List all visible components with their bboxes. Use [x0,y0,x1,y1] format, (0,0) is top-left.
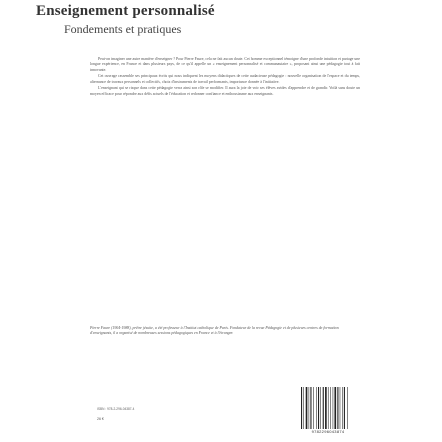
barcode-bar [323,387,324,429]
blurb-text [90,57,360,99]
book-title: Enseignement personnalisé [36,3,215,19]
barcode-bar [310,387,311,429]
barcode-bar [301,387,302,429]
barcode-bar [334,387,336,429]
barcode-bar [347,387,348,429]
barcode-bar [306,387,308,429]
author-bio-text: Pierre Faure (1904-1988), prêtre jésuite, a été professeur à l'Institut catholique de Paris. Fondateur de la revue Pédagogie et de plusieurs centres de formation d'enseignants, il a organisé de nombreuses sessions pédagogiques en France et à l'étranger. [90,326,339,336]
barcode-graphic [300,387,356,429]
barcode-bar [344,387,345,429]
barcode-bar [340,387,341,429]
price-text: 26 € [97,417,104,421]
barcode-bar [330,387,331,429]
barcode-bar [328,387,329,429]
barcode-icon [300,387,356,429]
barcode-bar [325,387,327,429]
barcode-bar [309,387,310,429]
barcode-bar [320,387,321,429]
barcode-bar [316,387,317,429]
barcode-digits: 9782296043874 [311,429,345,434]
blurb-paragraph: Cet ouvrage rassemble ses principaux écrits qui nous indiquent les moyens didactiques de cette audacieuse pédagogie : nouvelle organisation de l'espace et du temps, alternance de travaux personnels et collectifs, choix d'instruments de travail performants, importance donnée à l'initiative. [90,74,360,84]
blurb-paragraph: L'enseignant qui se risque dans cette pédagogie verra ainsi son rôle se modifier. Il aura la joie de voir ses élèves avides d'apprendre et de grandir. Voilà sans doute un moyen efficace pour répondre aux défis actuels de l'éducation et redonner confiance et enthousiasme aux enseignants. [90,86,360,96]
author-bio [90,326,360,337]
barcode-bar [333,387,334,429]
blurb-paragraph: Peut-on imaginer une autre manière d'enseigner ? Pour Pierre Faure, cela ne fait aucun doute. Cet homme exceptionnel témoigne d'une profonde intuition et partage une longue expérience, en France et dans plusieurs pays, de ce qu'il appelle un « enseignement personnalisé et communautaire », proposant ainsi une pédagogie tout à fait innovante. [90,57,360,72]
barcode-bar [337,387,338,429]
book-subtitle: Fondements et pratiques [64,22,182,36]
barcode-bar [318,387,319,429]
isbn-text: ISBN : 978-2-296-04387-4 [97,407,135,411]
barcode-bar [313,387,314,429]
barcode-bar [303,387,304,429]
barcode-bar [342,387,343,429]
